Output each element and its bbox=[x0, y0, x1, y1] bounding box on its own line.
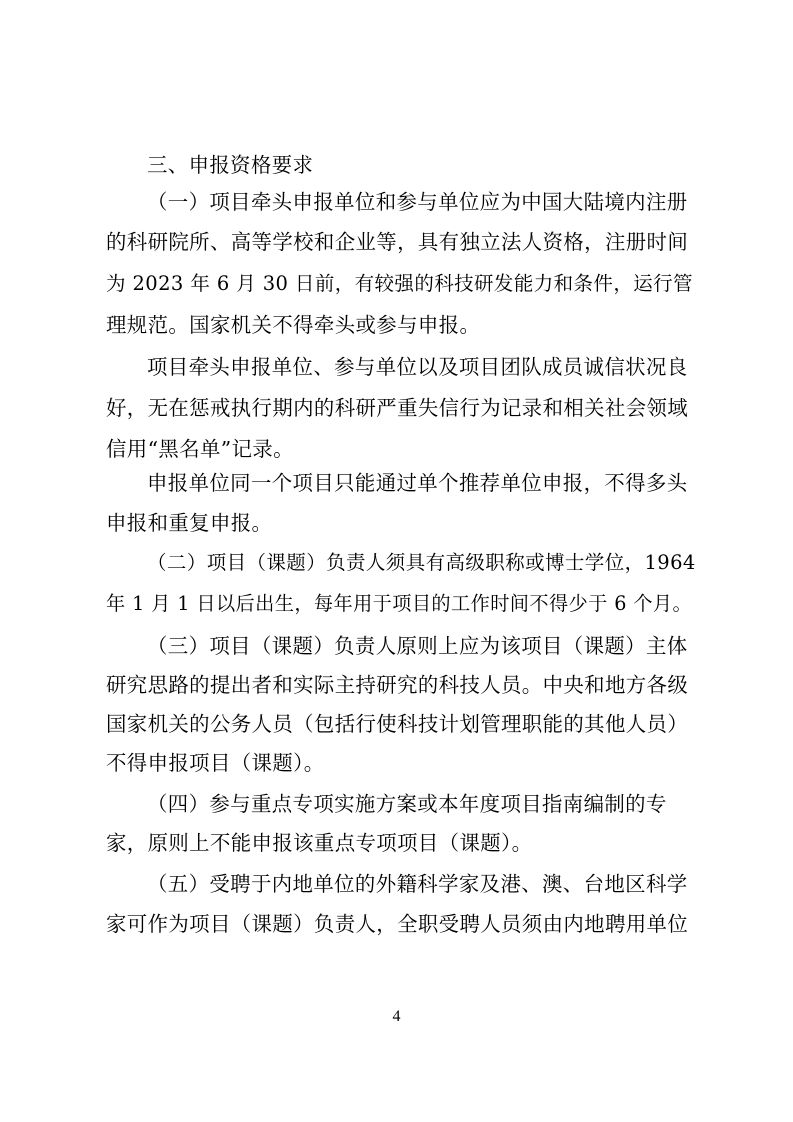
paragraph-line: （一）项目牵头申报单位和参与单位应为中国大陆境内注册 bbox=[147, 190, 688, 214]
paragraph-line: 研究思路的提出者和实际主持研究的科技人员。中央和地方各级 bbox=[106, 673, 689, 697]
paragraph-line: 项目牵头申报单位、参与单位以及项目团队成员诚信状况良 bbox=[147, 355, 688, 379]
page-number: 4 bbox=[392, 1008, 401, 1025]
paragraph-line: 家可作为项目（课题）负责人，全职受聘人员须由内地聘用单位 bbox=[106, 912, 689, 936]
paragraph-line: 好，无在惩戒执行期内的科研严重失信行为记录和相关社会领域 bbox=[106, 396, 689, 420]
section-heading: 三、申报资格要求 bbox=[147, 153, 314, 177]
paragraph-line: 的科研院所、高等学校和企业等，具有独立法人资格，注册时间 bbox=[106, 230, 689, 254]
paragraph-line: （三）项目（课题）负责人原则上应为该项目（课题）主体 bbox=[147, 634, 688, 658]
paragraph-line: 为 2023 年 6 月 30 日前，有较强的科技研发能力和条件，运行管 bbox=[106, 272, 693, 295]
paragraph-line: 家，原则上不能申报该重点专项项目（课题）。 bbox=[106, 831, 533, 855]
paragraph-line: 理规范。国家机关不得牵头或参与申报。 bbox=[106, 313, 481, 337]
paragraph-line: 不得申报项目（课题）。 bbox=[106, 751, 325, 775]
paragraph-line: （二）项目（课题）负责人须具有高级职称或博士学位，1964 bbox=[147, 551, 696, 574]
paragraph-line: 年 1 月 1 日以后出生，每年用于项目的工作时间不得少于 6 个月。 bbox=[106, 592, 693, 615]
paragraph-line: 申报和重复申报。 bbox=[106, 511, 273, 535]
paragraph-line: （四）参与重点专项实施方案或本年度项目指南编制的专 bbox=[147, 792, 667, 816]
paragraph-line: （五）受聘于内地单位的外籍科学家及港、澳、台地区科学 bbox=[147, 872, 688, 896]
paragraph-line: 申报单位同一个项目只能通过单个推荐单位申报，不得多头 bbox=[147, 471, 688, 495]
paragraph-line: 信用“黑名单”记录。 bbox=[106, 437, 294, 461]
paragraph-line: 国家机关的公务人员（包括行使科技计划管理职能的其他人员） bbox=[106, 712, 689, 736]
